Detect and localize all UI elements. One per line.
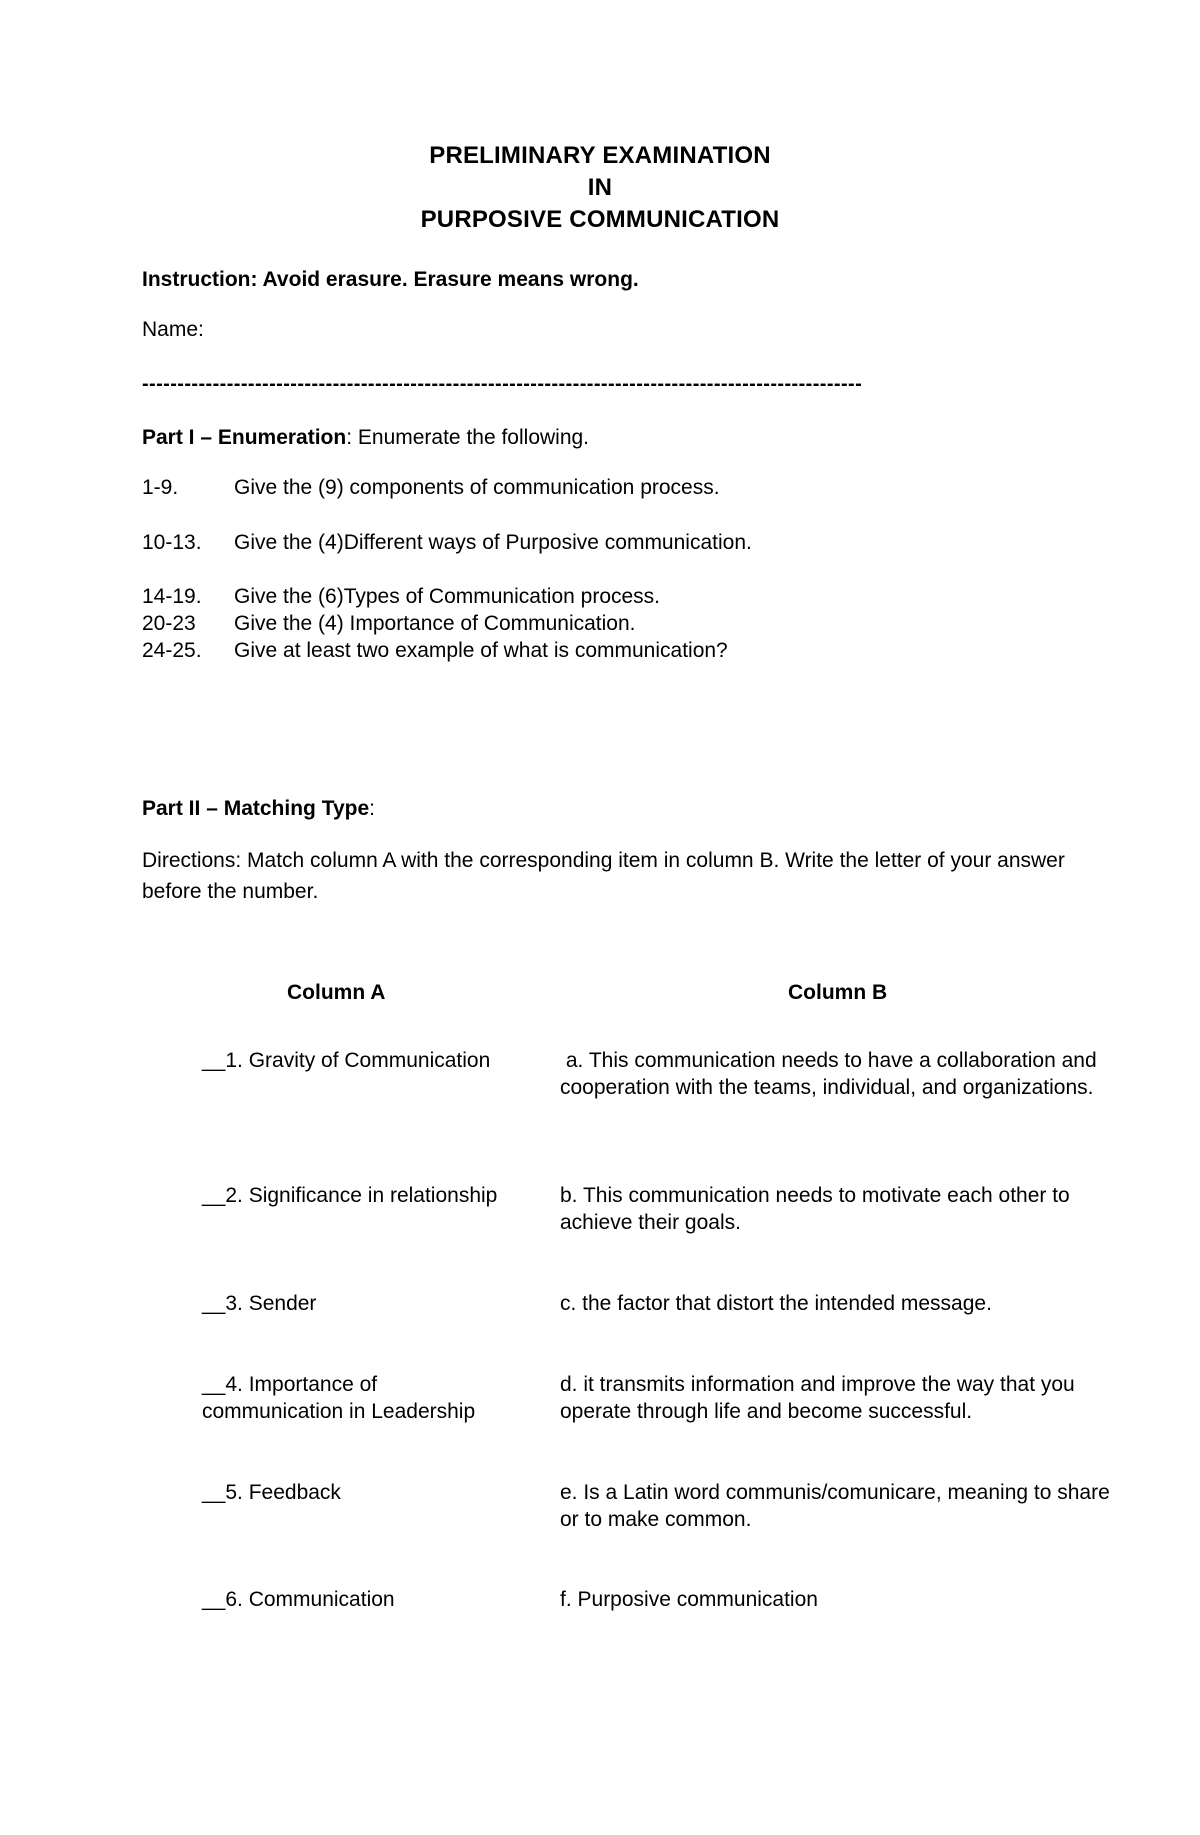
enum-item-5: [142, 639, 728, 663]
title-line-3: PURPOSIVE COMMUNICATION: [420, 206, 780, 233]
enum-item-text: Give the (9) components of communication process.: [234, 476, 720, 499]
enum-item-number: 24-25.: [142, 639, 202, 662]
column-b-item-c: c. the factor that distort the intended message.: [560, 1292, 992, 1315]
column-a-header: Column A: [287, 981, 386, 1004]
enum-item-1: [142, 476, 720, 500]
column-a-item-6: __6. Communication: [202, 1588, 395, 1611]
enum-item-number: 14-19.: [142, 585, 202, 608]
column-b-item-b: b. This communication needs to motivate each other to achieve their goals.: [560, 1184, 1070, 1234]
enum-item-text: Give the (6)Types of Communication process.: [234, 585, 661, 608]
column-b-item-f: f. Purposive communication: [560, 1588, 818, 1611]
enum-item-2: [142, 531, 752, 555]
column-a-item-2: __2. Significance in relationship: [202, 1184, 498, 1207]
name-label: Name:: [142, 318, 204, 341]
part1-heading: [142, 426, 589, 450]
column-b-item-e: e. Is a Latin word communis/comunicare, meaning to share or to make common.: [560, 1481, 1110, 1531]
instruction-text: Instruction: Avoid erasure. Erasure means wrong.: [142, 268, 639, 291]
column-a-item-5: __5. Feedback: [202, 1481, 341, 1504]
enum-item-3: [142, 585, 660, 609]
enum-item-number: 20-23: [142, 612, 196, 635]
column-b-item-d: d. it transmits information and improve the way that you operate through life and become successful.: [560, 1373, 1075, 1423]
column-b-header: Column B: [788, 981, 888, 1004]
enum-item-number: 1-9.: [142, 476, 179, 499]
title-line-2: IN: [587, 174, 613, 201]
part1-heading-instruction: : Enumerate the following.: [346, 426, 590, 449]
column-a-item-4: __4. Importance of communication in Leadership: [202, 1373, 476, 1423]
column-a-item-3: __3. Sender: [202, 1292, 317, 1315]
part2-heading-colon: :: [369, 797, 375, 820]
part2-heading-title: Part II – Matching Type: [142, 797, 370, 820]
title-line-1: PRELIMINARY EXAMINATION: [429, 142, 771, 169]
part2-directions: Directions: Match column A with the corresponding item in column B. Write the letter of your answer before the number.: [142, 849, 1065, 903]
enum-item-text: Give the (4)Different ways of Purposive communication.: [234, 531, 752, 554]
separator-line: ------------------------------------------------------------------------------------------------------: [142, 373, 863, 395]
enum-item-text: Give the (4) Importance of Communication.: [234, 612, 636, 635]
part2-heading: [142, 797, 375, 821]
enum-item-number: 10-13.: [142, 531, 202, 554]
part1-heading-title: Part I – Enumeration: [142, 426, 347, 449]
column-b-item-a: a. This communication needs to have a collaboration and cooperation with the teams, individual, and organizations.: [560, 1049, 1103, 1099]
enum-item-text: Give at least two example of what is communication?: [234, 639, 728, 662]
column-a-item-1: __1. Gravity of Communication: [202, 1049, 491, 1072]
enum-item-4: [142, 612, 636, 636]
